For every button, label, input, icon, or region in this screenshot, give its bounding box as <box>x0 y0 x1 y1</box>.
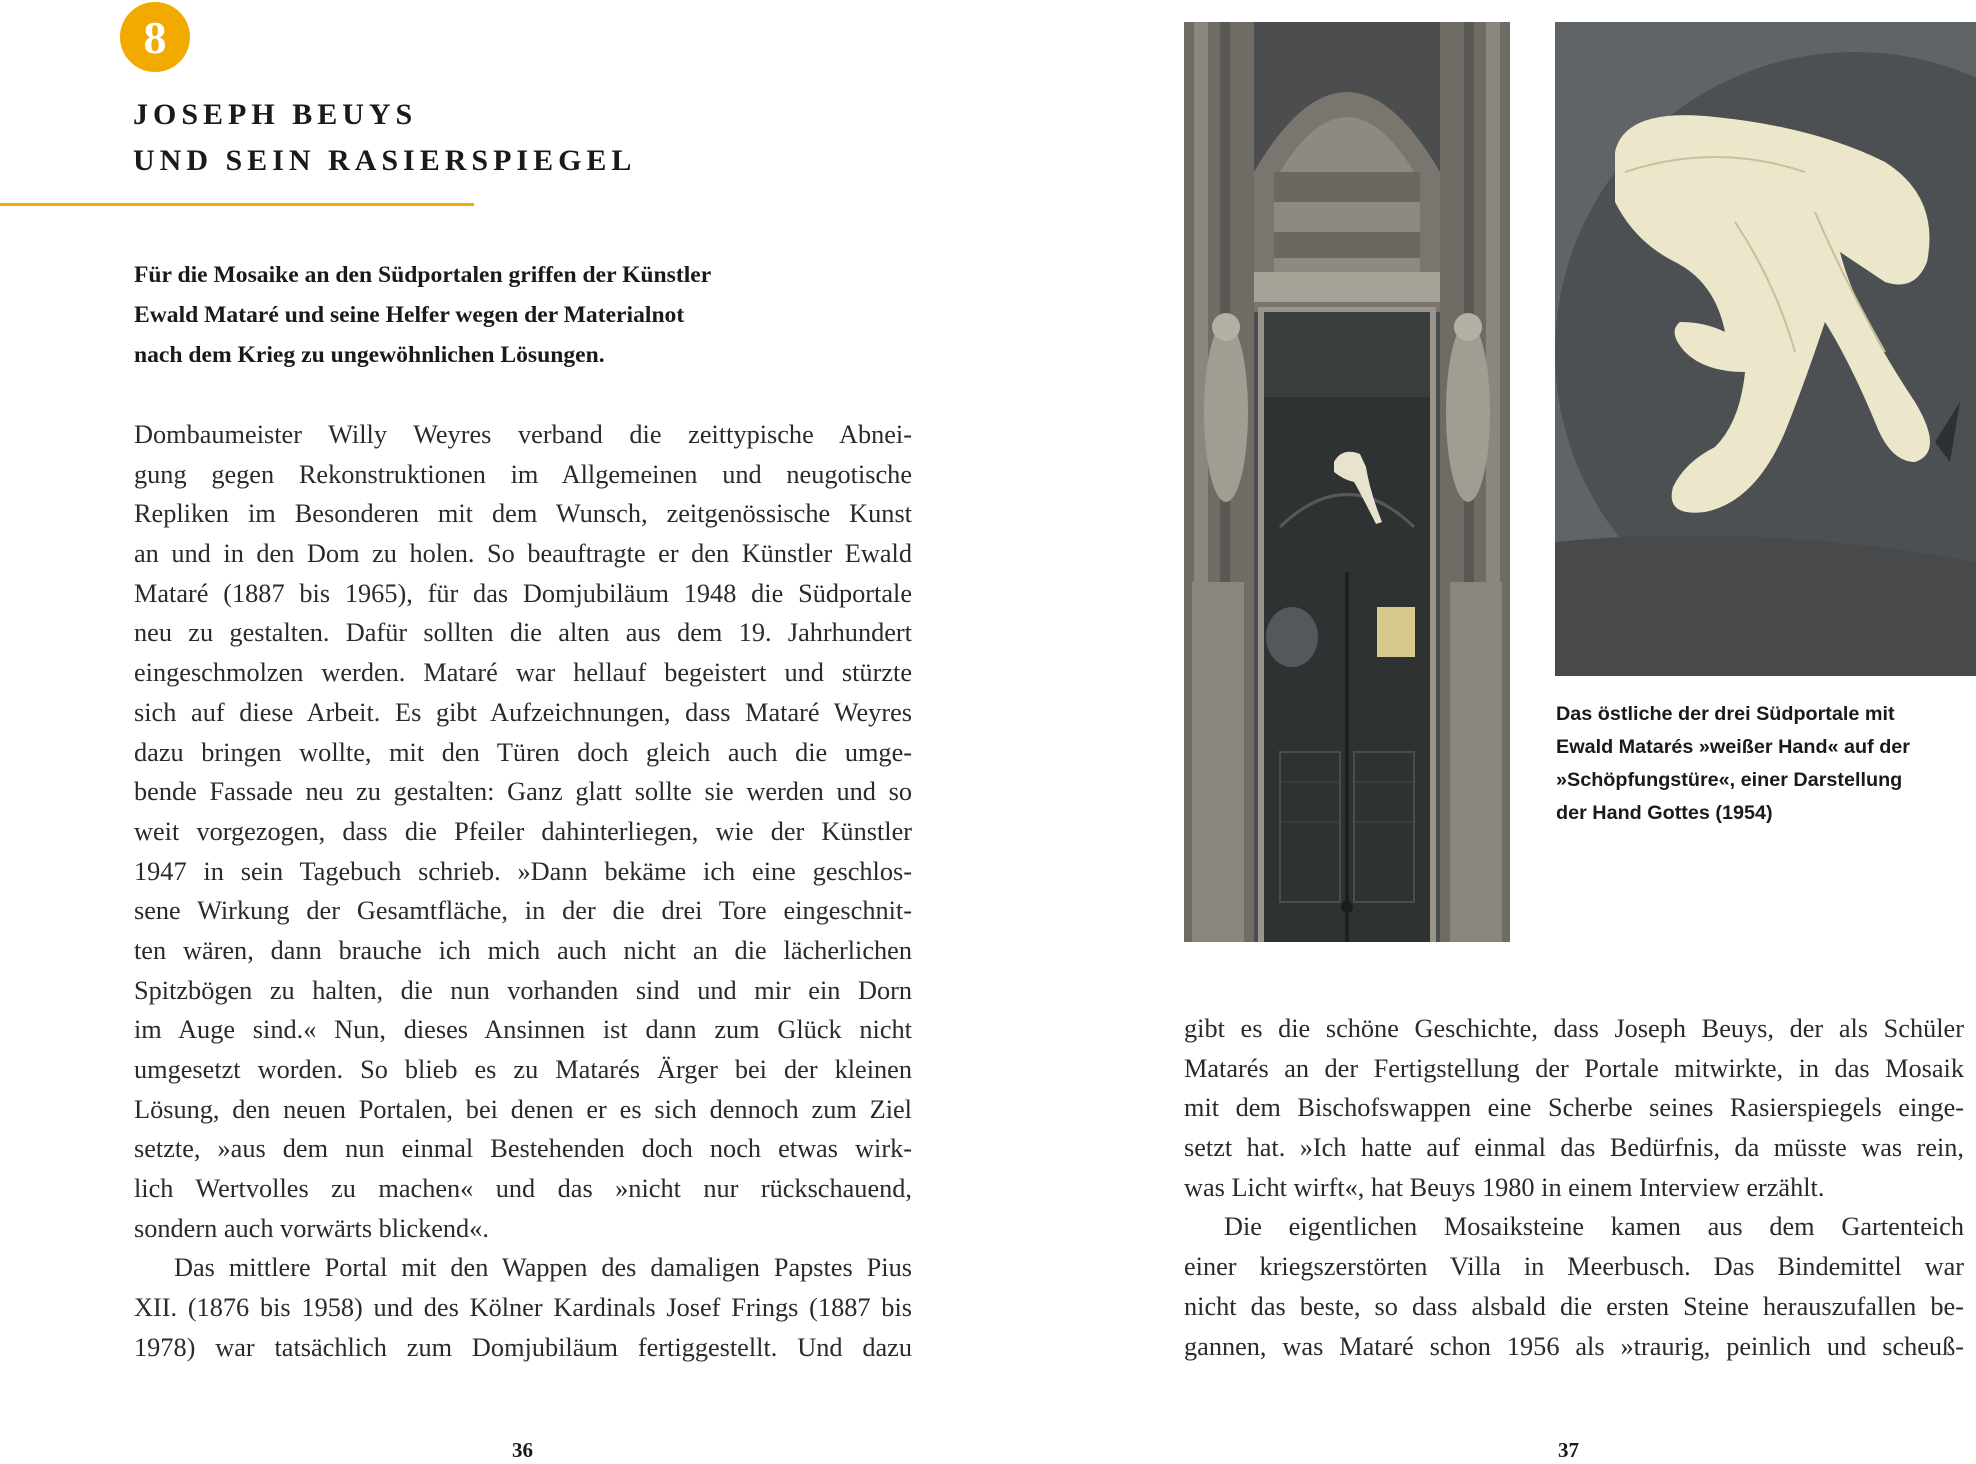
body-line: mit dem Bischofswappen eine Scherbe seines Rasierspiegels einge- <box>1184 1093 1964 1123</box>
photo-caption <box>1556 698 1976 830</box>
body-line: sondern auch vorwärts blickend«. <box>134 1213 489 1243</box>
lead-line: nach dem Krieg zu ungewöhnlichen Lösungen. <box>134 342 605 368</box>
body-line: gannen, was Mataré schon 1956 als »traurig, peinlich und scheuß- <box>1184 1331 1964 1361</box>
body-line: Dombaumeister Willy Weyres verband die zeittypische Abnei- <box>134 420 912 449</box>
chapter-title-line: JOSEPH BEUYS <box>133 98 418 131</box>
chapter-title-line: UND SEIN RASIERSPIEGEL <box>133 144 637 177</box>
body-line: 1978) war tatsächlich zum Domjubiläum fertiggestellt. Und dazu <box>134 1332 912 1362</box>
body-line: Spitzbögen zu halten, die nun vorhanden sind und mir ein Dorn <box>134 975 912 1005</box>
body-line: umgesetzt worden. So blieb es zu Matarés Ärger bei der kleinen <box>134 1055 912 1084</box>
body-line: Mataré (1887 bis 1965), für das Domjubiläum 1948 die Südportale <box>134 578 912 608</box>
lead-line: Ewald Mataré und seine Helfer wegen der Materialnot <box>134 302 685 328</box>
body-line: eingeschmolzen werden. Mataré war hellauf begeistert und stürzte <box>134 658 912 688</box>
page-number-left: 36 <box>512 1438 533 1462</box>
body-line: Repliken im Besonderen mit dem Wunsch, zeitgenössische Kunst <box>134 499 912 529</box>
caption-line: der Hand Gottes (1954) <box>1556 802 1773 824</box>
page-number-right: 37 <box>1558 1438 1579 1462</box>
lead-line: Für die Mosaike an den Südportalen griffen der Künstler <box>134 262 712 288</box>
body-line: gibt es die schöne Geschichte, dass Joseph Beuys, der als Schüler <box>1184 1014 1964 1043</box>
caption-line: Das östliche der drei Südportale mit <box>1556 703 1895 725</box>
body-line: sich auf diese Arbeit. Es gibt Aufzeichnungen, dass Mataré Weyres <box>134 697 912 727</box>
body-line: an und in den Dom zu holen. So beauftragte er den Künstler Ewald <box>134 539 912 569</box>
body-line: was Licht wirft«, hat Beuys 1980 in einem Interview erzählt. <box>1184 1172 1825 1202</box>
body-line: ten wären, dann brauche ich mich auch nicht an die lächerlichen <box>134 935 912 965</box>
body-line: gung gegen Rekonstruktionen im Allgemeinen und neugotische <box>134 459 912 489</box>
body-line: 1947 in sein Tagebuch schrieb. »Dann bekäme ich eine geschlos- <box>134 856 912 886</box>
title-rule <box>0 203 474 206</box>
body-line: im Auge sind.« Nun, dieses Ansinnen ist dann zum Glück nicht <box>134 1015 912 1045</box>
caption-line: Ewald Matarés »weißer Hand« auf der <box>1556 736 1910 758</box>
body-line: Das mittlere Portal mit den Wappen des damaligen Papstes Pius <box>174 1253 912 1283</box>
right-page <box>988 0 1976 1464</box>
body-line: dazu bringen wollte, mit den Türen doch gleich auch die umge- <box>134 737 912 767</box>
caption-line: »Schöpfungstüre«, einer Darstellung <box>1556 769 1903 791</box>
body-line: bende Fassade neu zu gestalten: Ganz glatt sollte sie werden und so <box>134 777 912 807</box>
body-line: setzte, »aus dem nun einmal Bestehenden doch noch etwas wirk- <box>134 1134 912 1164</box>
portal-photo <box>1184 22 1510 942</box>
body-line: XII. (1876 bis 1958) und des Kölner Kardinals Josef Frings (1887 bis <box>134 1293 912 1323</box>
portal-illustration <box>1184 22 1510 942</box>
chapter-number-badge: 8 <box>120 2 190 72</box>
right-body-text <box>1184 1009 1964 1366</box>
body-line: Lösung, den neuen Portalen, bei denen er es sich dennoch zum Ziel <box>134 1094 912 1124</box>
chapter-title <box>133 92 833 184</box>
body-line: weit vorgezogen, dass die Pfeiler dahinterliegen, wie der Künstler <box>134 816 912 846</box>
body-line: einer kriegszerstörten Villa in Meerbusch. Das Bindemittel war <box>1184 1252 1964 1282</box>
body-line: nicht das beste, so dass alsbald die ersten Steine herauszufallen be- <box>1184 1291 1964 1321</box>
body-line: Die eigentlichen Mosaiksteine kamen aus dem Gartenteich <box>1224 1212 1964 1242</box>
hand-detail-photo <box>1555 22 1976 676</box>
white-hand-illustration <box>1555 22 1976 676</box>
body-line: sene Wirkung der Gesamtfläche, in der die drei Tore eingeschnit- <box>134 896 912 926</box>
body-line: Matarés an der Fertigstellung der Portale mitwirkte, in das Mosaik <box>1184 1053 1964 1083</box>
body-line: neu zu gestalten. Dafür sollten die alten aus dem 19. Jahrhundert <box>134 618 912 648</box>
body-line: setzt hat. »Ich hatte auf einmal das Bedürfnis, da müsste was rein, <box>1184 1133 1964 1163</box>
lead-paragraph <box>134 255 834 375</box>
left-body-text <box>134 415 912 1368</box>
body-line: lich Wertvolles zu machen« und das »nicht nur rückschauend, <box>134 1174 912 1204</box>
